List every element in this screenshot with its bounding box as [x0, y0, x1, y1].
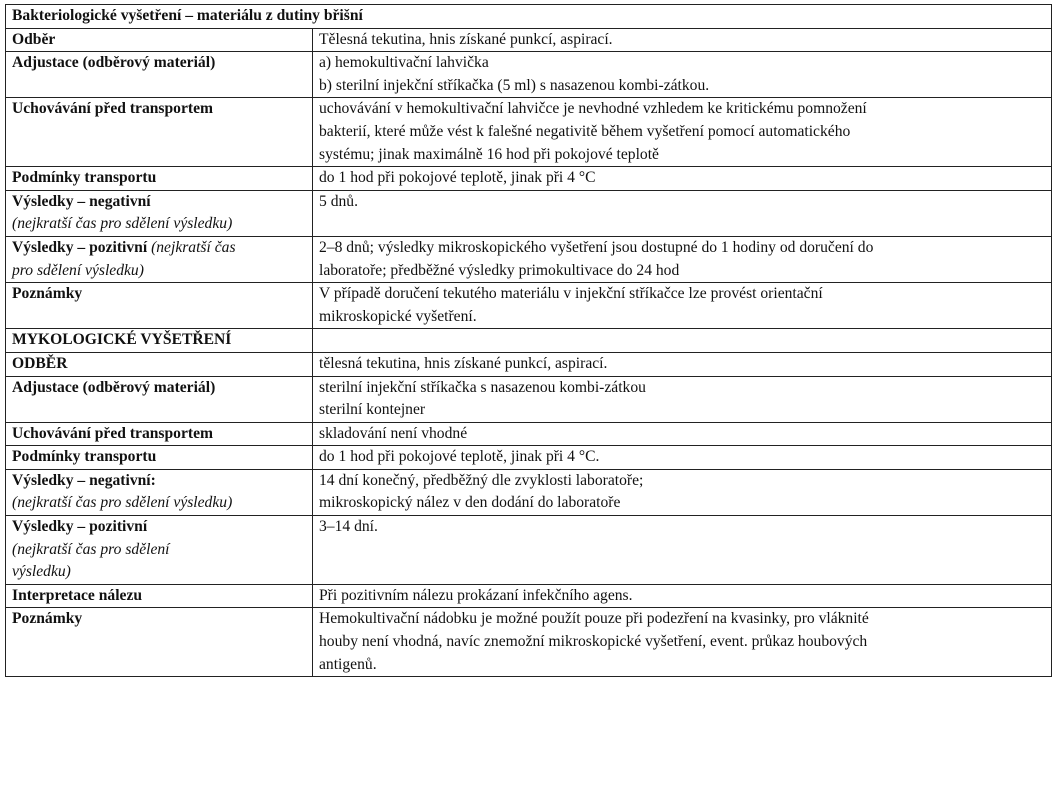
row-value-odber: Tělesná tekutina, hnis získané punkcí, aspirací. [313, 28, 1052, 52]
label-sub: (nejkratší čas pro sdělení [12, 540, 170, 558]
row-label-uchovavani: Uchovávání před transportem [6, 98, 313, 167]
row-label-odber: Odběr [6, 28, 313, 52]
value-line: V případě doručení tekutého materiálu v injekční stříkačce lze provést orientační [319, 285, 823, 303]
label-main: Výsledky – negativní: [12, 471, 156, 489]
label-sub: (nejkratší čas pro sdělení výsledku) [12, 215, 233, 233]
value-line: 2–8 dnů; výsledky mikroskopického vyšetření jsou dostupné do 1 hodiny od doručení do [319, 238, 874, 256]
label-sub: výsledku) [12, 563, 71, 581]
row-value-odber: tělesná tekutina, hnis získané punkcí, aspirací. [313, 352, 1052, 376]
value-line: systému; jinak maximálně 16 hod při pokojové teplotě [319, 145, 659, 163]
value-line: 14 dní konečný, předběžný dle zvyklosti laboratoře; [319, 471, 644, 489]
table-row [6, 352, 1052, 376]
value-line: antigenů. [319, 655, 377, 673]
row-value-adjustace [313, 52, 1052, 98]
row-label-odber: ODBĚR [6, 352, 313, 376]
specimen-requirements-table [5, 4, 1052, 677]
label-sub: pro sdělení výsledku) [12, 261, 144, 279]
value-line: mikroskopický nález v den dodání do laboratoře [319, 494, 621, 512]
value-line: Hemokultivační nádobku je možné použít pouze při podezření na kvasinky, pro vláknité [319, 610, 869, 628]
value-line: a) hemokultivační lahvička [319, 54, 489, 72]
row-value-negativni [313, 469, 1052, 515]
value-line: sterilní injekční stříkačka s nasazenou kombi-zátkou [319, 378, 646, 396]
row-label-podminky: Podmínky transportu [6, 167, 313, 191]
table-title: Bakteriologické vyšetření – materiálu z dutiny břišní [6, 5, 1052, 29]
row-label-pozitivni [6, 236, 313, 282]
value-line: bakterií, které může vést k falešné negativitě během vyšetření pomocí automatického [319, 122, 851, 140]
value-line: houby není vhodná, navíc znemožní mikroskopické vyšetření, event. průkaz houbových [319, 633, 868, 651]
table-row [6, 28, 1052, 52]
row-value-negativni: 5 dnů. [313, 190, 1052, 236]
table-row [6, 167, 1052, 191]
row-value-interpretace: Při pozitivním nálezu prokázaní infekčního agens. [313, 584, 1052, 608]
table-row [6, 376, 1052, 422]
value-line: sterilní kontejner [319, 401, 426, 419]
table-row [6, 608, 1052, 677]
row-value-poznamky [313, 283, 1052, 329]
row-label-uchovavani: Uchovávání před transportem [6, 422, 313, 446]
row-label-negativni [6, 190, 313, 236]
row-label-adjustace: Adjustace (odběrový materiál) [6, 52, 313, 98]
row-value-podminky: do 1 hod při pokojové teplotě, jinak při 4 °C. [313, 446, 1052, 470]
value-line: laboratoře; předběžné výsledky primokultivace do 24 hod [319, 261, 680, 279]
row-value-pozitivni [313, 236, 1052, 282]
table-row [6, 584, 1052, 608]
row-value-adjustace [313, 376, 1052, 422]
row-value-uchovavani [313, 98, 1052, 167]
section-header-row [6, 329, 1052, 353]
table-row [6, 446, 1052, 470]
table-row [6, 52, 1052, 98]
value-line: b) sterilní injekční stříkačka (5 ml) s nasazenou kombi-zátkou. [319, 76, 710, 94]
table-row [6, 190, 1052, 236]
label-sub: (nejkratší čas [147, 238, 236, 256]
section-empty-cell [313, 329, 1052, 353]
row-label-interpretace: Interpretace nálezu [6, 584, 313, 608]
row-value-pozitivni: 3–14 dní. [313, 516, 1052, 585]
row-label-poznamky: Poznámky [6, 283, 313, 329]
row-label-adjustace: Adjustace (odběrový materiál) [6, 376, 313, 422]
table-row [6, 236, 1052, 282]
row-label-negativni [6, 469, 313, 515]
label-sub: (nejkratší čas pro sdělení výsledku) [12, 494, 233, 512]
row-label-poznamky: Poznámky [6, 608, 313, 677]
row-label-podminky: Podmínky transportu [6, 446, 313, 470]
table-row [6, 469, 1052, 515]
row-value-uchovavani: skladování není vhodné [313, 422, 1052, 446]
label-main: Výsledky – negativní [12, 192, 151, 210]
label-main: Výsledky – pozitivní [12, 518, 148, 536]
value-line: uchovávání v hemokultivační lahvičce je nevhodné vzhledem ke kritickému pomnožení [319, 100, 867, 118]
table-title-row [6, 5, 1052, 29]
row-value-podminky: do 1 hod při pokojové teplotě, jinak při 4 °C [313, 167, 1052, 191]
label-main: Výsledky – pozitivní [12, 238, 148, 256]
table-row [6, 98, 1052, 167]
specimen-table-container [5, 4, 1051, 677]
table-row [6, 516, 1052, 585]
value-line: mikroskopické vyšetření. [319, 307, 477, 325]
row-label-pozitivni [6, 516, 313, 585]
table-row [6, 422, 1052, 446]
row-value-poznamky [313, 608, 1052, 677]
table-row [6, 283, 1052, 329]
section-title-mycological: MYKOLOGICKÉ VYŠETŘENÍ [6, 329, 313, 353]
